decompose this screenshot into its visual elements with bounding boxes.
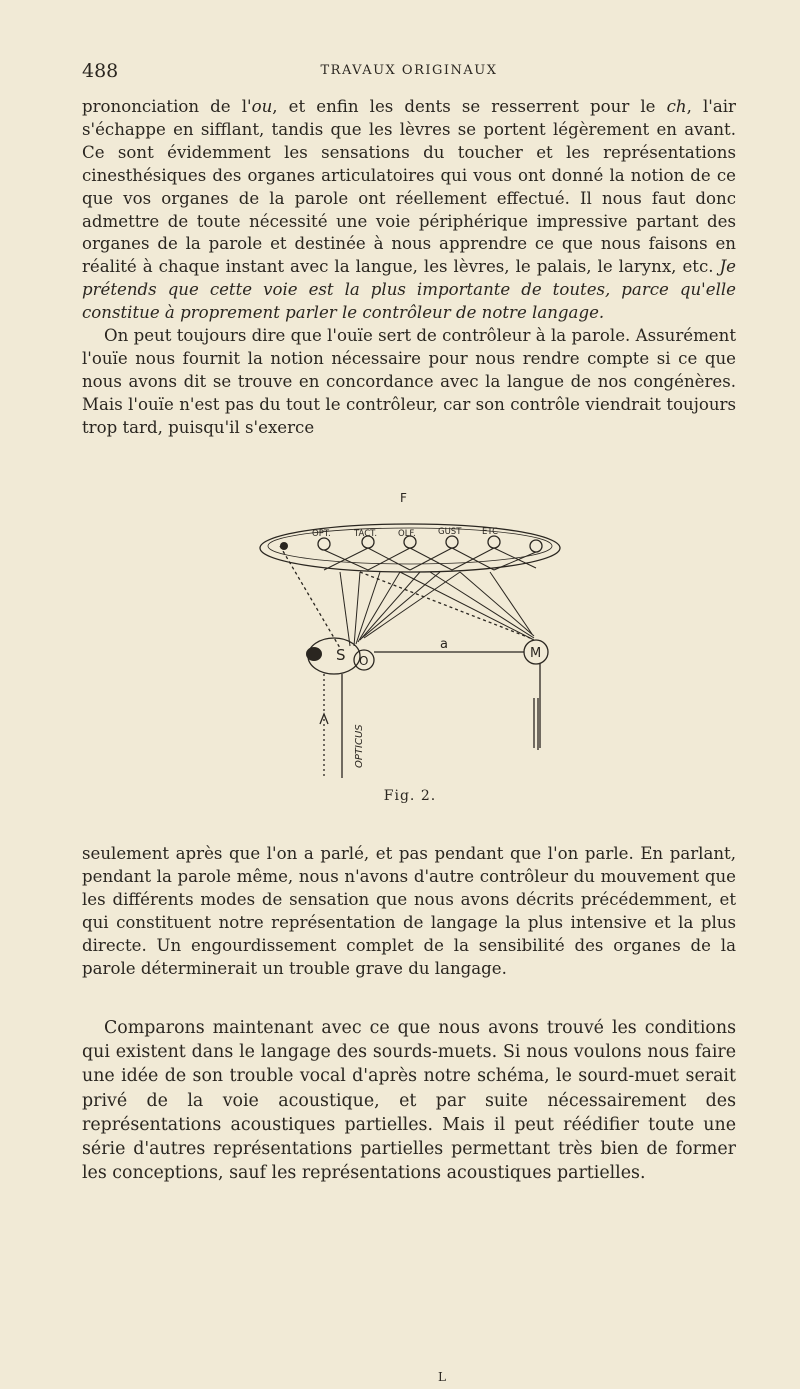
intro-text-a: prononciation de l' bbox=[82, 97, 252, 116]
paragraph-3: Comparons maintenant avec ce que nous avons trouvé les conditions qui existent dans le langage des sourds-muets. Si nous voulons nous faire une idée de son trouble vocal d'après notre schéma, le sourd-muet serait privé de la voie acoustique, et par suite nécessairement des représentations acoustiques partielles. Mais il peut réédifier toute une série d'autres représentations partielles permettant très bien de former les conceptions, sauf les représentations acoustiques partielles. bbox=[82, 1018, 736, 1184]
footer-mark: L bbox=[438, 1370, 446, 1384]
figure-label-gust: GUST bbox=[438, 527, 462, 537]
node-o-label: O bbox=[359, 654, 369, 668]
receptor-gust bbox=[446, 536, 458, 548]
figure-2 bbox=[250, 488, 570, 804]
receptor-end bbox=[530, 540, 542, 552]
paragraph-2: On peut toujours dire que l'ouïe sert de contrôleur à la parole. Assurément l'ouïe nous fournit la notion nécessaire pour nous rendre compte si ce que nous avons dit se trouve en concordance avec la langue de nos congénères. Mais l'ouïe n'est pas du tout le contrôleur, car son contrôle viendrait toujours trop tard, puisqu'il s'exerce bbox=[82, 326, 736, 437]
intro-em-ch: ch bbox=[666, 97, 687, 116]
page-header bbox=[82, 60, 736, 84]
intro-text-c: , l'air s'échappe en sifflant, tandis que les lèvres se portent légèrement en avant. Ce sont évidemment les sensations du toucher et les représentations cinesthésiques des organes articulatoires qui vous ont donné la notion de ce que vos organes de la parole ont réellement effectué. Il nous faut donc admettre de toute nécessité une voie périphérique impressive partant des organes de la parole et destinée à nous apprendre ce que nous faisons en réalité à chaque instant avec la langue, les lèvres, le palais, le larynx, etc. bbox=[82, 97, 736, 277]
figure-caption: Fig. 2. bbox=[383, 788, 437, 804]
figure-label-etc: ETC bbox=[482, 527, 498, 537]
node-s-label: S bbox=[336, 646, 346, 664]
intro-paragraph bbox=[82, 96, 736, 440]
figure-label-tact: TACT. bbox=[354, 529, 378, 539]
schema-diagram bbox=[250, 488, 570, 788]
receptor-opt bbox=[318, 538, 330, 550]
receptor-opt-dot bbox=[280, 542, 288, 550]
intro-text-b: , et enfin les dents se resserrent pour le bbox=[272, 97, 667, 116]
intro-italic-claim: Je prétends que cette voie est la plus importante de toutes, parce qu'elle constitue à proprement parler le contrôleur de notre langage. bbox=[82, 257, 736, 323]
figure-label-opt: OPT. bbox=[312, 529, 331, 539]
continued-paragraph: seulement après que l'on a parlé, et pas pendant que l'on parle. En parlant, pendant la parole même, nous n'avons d'autre contrôleur du mouvement que les différents modes de sensation que nous avons décrits précédemment, et qui constituent notre représentation de langage la plus intensive et la plus directe. Un engourdissement complet de la sensibilité des organes de la parole déterminerait un trouble grave du langage. bbox=[82, 844, 736, 978]
node-s-blob bbox=[306, 647, 322, 661]
node-m-label: M bbox=[530, 646, 542, 661]
opticus-label: OPTICUS bbox=[354, 724, 365, 768]
figure-label-olf: OLF. bbox=[398, 529, 416, 539]
figure-label-f: F bbox=[400, 491, 407, 505]
receptor-etc bbox=[488, 536, 500, 548]
running-head: TRAVAUX ORIGINAUX bbox=[320, 63, 498, 78]
link-a-label: a bbox=[440, 637, 448, 652]
page-number: 488 bbox=[82, 60, 119, 82]
intro-em-ou: ou bbox=[251, 97, 273, 116]
